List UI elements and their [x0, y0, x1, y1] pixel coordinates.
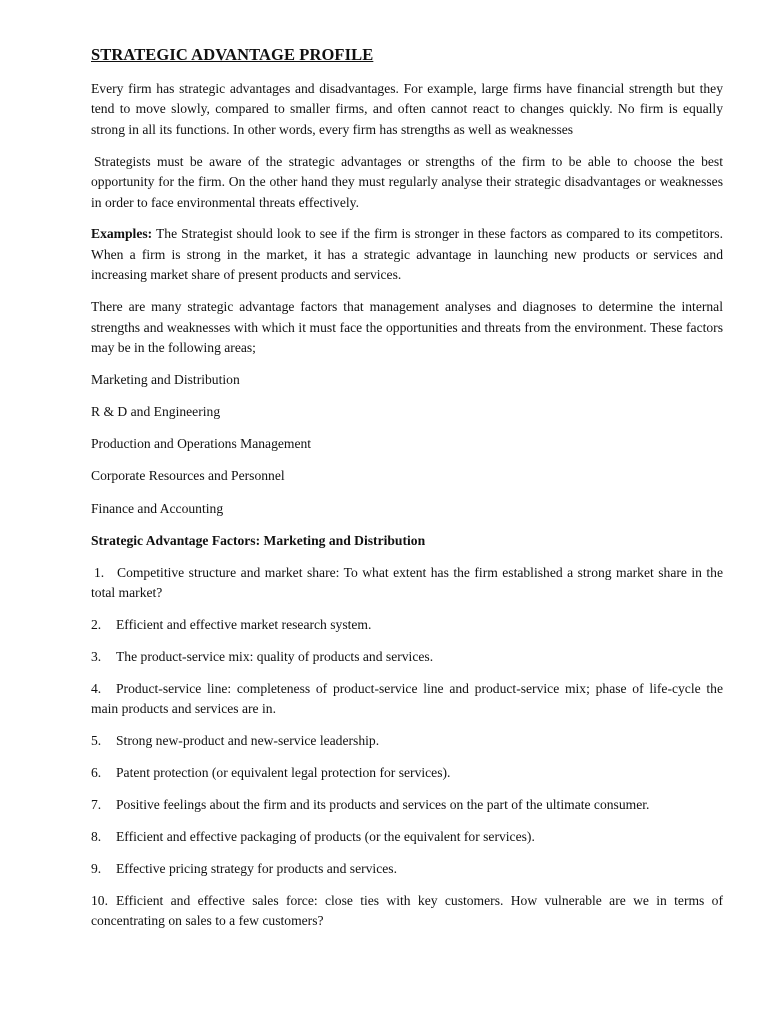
- area-item: Corporate Resources and Personnel: [91, 468, 285, 484]
- factor-item: [91, 891, 723, 932]
- factor-text: Efficient and effective market research system.: [116, 617, 372, 633]
- factor-number: 6.: [91, 765, 102, 781]
- factors-intro-paragraph: There are many strategic advantage factors that management analyses and diagnoses to determine the internal strengths and weaknesses with which it must face the opportunities and threats from the environment. These factors may be in the following areas;: [91, 299, 723, 355]
- area-item: Production and Operations Management: [91, 436, 312, 452]
- factor-item: [91, 763, 723, 783]
- factor-number: 9.: [91, 860, 102, 876]
- examples-paragraph: [91, 224, 723, 285]
- examples-label: Examples:: [91, 226, 153, 242]
- document-title: STRATEGIC ADVANTAGE PROFILE: [91, 45, 374, 64]
- area-item: R & D and Engineering: [91, 404, 221, 420]
- factor-number: 4.: [91, 680, 102, 696]
- factor-text: Effective pricing strategy for products and services.: [116, 860, 397, 876]
- factor-number: 3.: [91, 649, 102, 665]
- document-page: [91, 44, 723, 943]
- factor-text: Efficient and effective sales force: close ties with key customers. How vulnerable are we in terms of concentrating on sales to a few customers?: [91, 892, 723, 929]
- strategists-paragraph: Strategists must be aware of the strategic advantages or strengths of the firm to be able to choose the best opportunity for the firm. On the other hand they must regularly analyse their strategic disadvantages or weaknesses in order to face environmental threats effectively.: [91, 153, 723, 210]
- factor-item: [91, 859, 723, 879]
- factor-item: [91, 563, 723, 604]
- factor-text: Efficient and effective packaging of products (or the equivalent for services).: [116, 828, 535, 844]
- factor-number: 8.: [91, 828, 102, 844]
- factor-text: Product-service line: completeness of product-service line and product-service mix; phase of life-cycle the main products and services are in.: [91, 680, 723, 717]
- factor-item: [91, 647, 723, 667]
- factor-text: Competitive structure and market share: To what extent has the firm established a strong market share in the total market?: [91, 564, 723, 601]
- factor-number: 2.: [91, 617, 102, 633]
- factor-item: [91, 679, 723, 720]
- factor-text: Strong new-product and new-service leadership.: [116, 733, 380, 749]
- factor-text: The product-service mix: quality of products and services.: [116, 649, 434, 665]
- intro-paragraph: Every firm has strategic advantages and disadvantages. For example, large firms have financial strength but they tend to move slowly, compared to smaller firms, and often cannot react to changes quickly. No firm is equally strong in all its functions. In other words, every firm has strengths as well as weaknesses: [91, 81, 723, 137]
- factor-item: [91, 731, 723, 751]
- area-item: Finance and Accounting: [91, 500, 224, 516]
- factor-number: 10.: [91, 892, 108, 908]
- factor-number: 5.: [91, 733, 102, 749]
- area-item: Marketing and Distribution: [91, 371, 240, 387]
- factor-item: [91, 827, 723, 847]
- section-subheading: Strategic Advantage Factors: Marketing and Distribution: [91, 532, 426, 548]
- examples-text: The Strategist should look to see if the firm is stronger in these factors as compared to its competitors. When a firm is strong in the market, it has a strategic advantage in launching new products or services and increasing market share of present products and services.: [91, 226, 723, 283]
- factor-number: 7.: [91, 797, 102, 813]
- factor-text: Positive feelings about the firm and its products and services on the part of the ultimate consumer.: [116, 797, 650, 813]
- factor-text: Patent protection (or equivalent legal protection for services).: [116, 765, 451, 781]
- factor-number: 1.: [94, 564, 105, 580]
- factor-item: [91, 615, 723, 635]
- factor-item: [91, 795, 723, 815]
